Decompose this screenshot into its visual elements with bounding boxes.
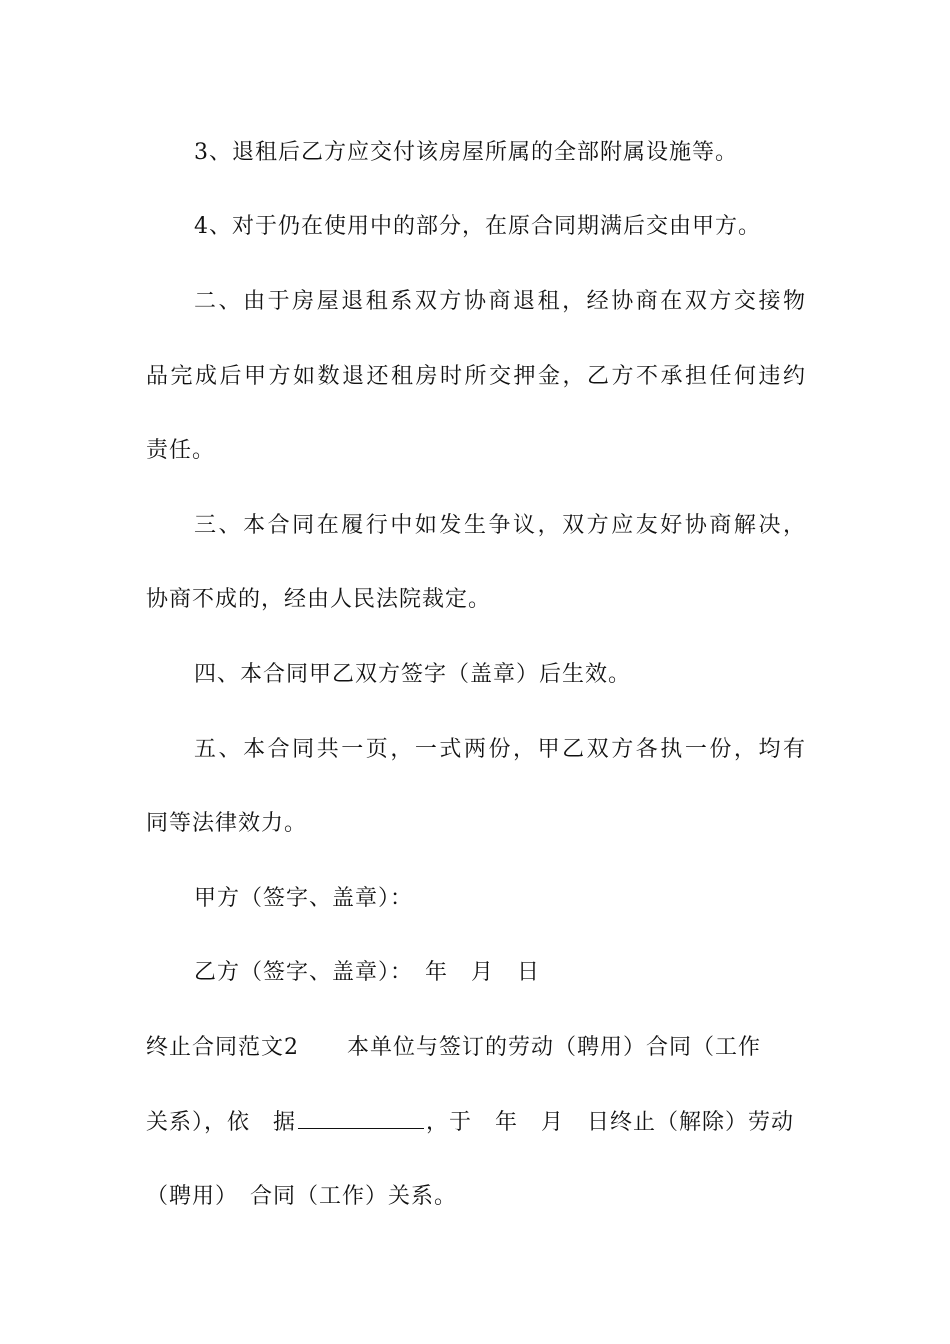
sample-2-line-2 [146, 1108, 806, 1138]
section-5-line-1: 五、本合同共一页，一式两份，甲乙双方各执一份，均有 [194, 737, 806, 762]
basis-blank-field[interactable] [298, 1108, 424, 1129]
section-2-line-3: 责任。 [146, 438, 216, 463]
sample-2-line-2-after: ，于 年 月 日终止（解除）劳动 [426, 1110, 795, 1135]
sample-2-line-1-text: 本单位与签订的劳动（聘用）合同（工作 [347, 1035, 762, 1060]
section-4: 四、本合同甲乙双方签字（盖章）后生效。 [194, 662, 632, 687]
clause-3: 3、退租后乙方应交付该房屋所属的全部附属设施等。 [194, 140, 738, 165]
sample-2-line-2-before: 关系），依 据 [146, 1110, 297, 1135]
sample-2-heading: 终止合同范文2 [146, 1035, 299, 1060]
section-5-line-2: 同等法律效力。 [146, 811, 308, 836]
party-b-signature: 乙方（签字、盖章）： 年 月 日 [194, 960, 541, 985]
party-a-signature: 甲方（签字、盖章）： [194, 886, 414, 911]
section-3-line-2: 协商不成的，经由人民法院裁定。 [146, 587, 492, 612]
sample-2-line-1 [146, 1033, 806, 1063]
section-3-line-1: 三、本合同在履行中如发生争议，双方应友好协商解决， [194, 513, 806, 538]
section-2-line-2: 品完成后甲方如数退还租房时所交押金，乙方不承担任何违约 [146, 364, 806, 389]
section-2-line-1: 二、由于房屋退租系双方协商退租，经协商在双方交接物 [194, 289, 806, 314]
sample-2-line-3: （聘用） 合同（工作）关系。 [146, 1184, 458, 1209]
clause-4: 4、对于仍在使用中的部分，在原合同期满后交由甲方。 [194, 214, 761, 239]
